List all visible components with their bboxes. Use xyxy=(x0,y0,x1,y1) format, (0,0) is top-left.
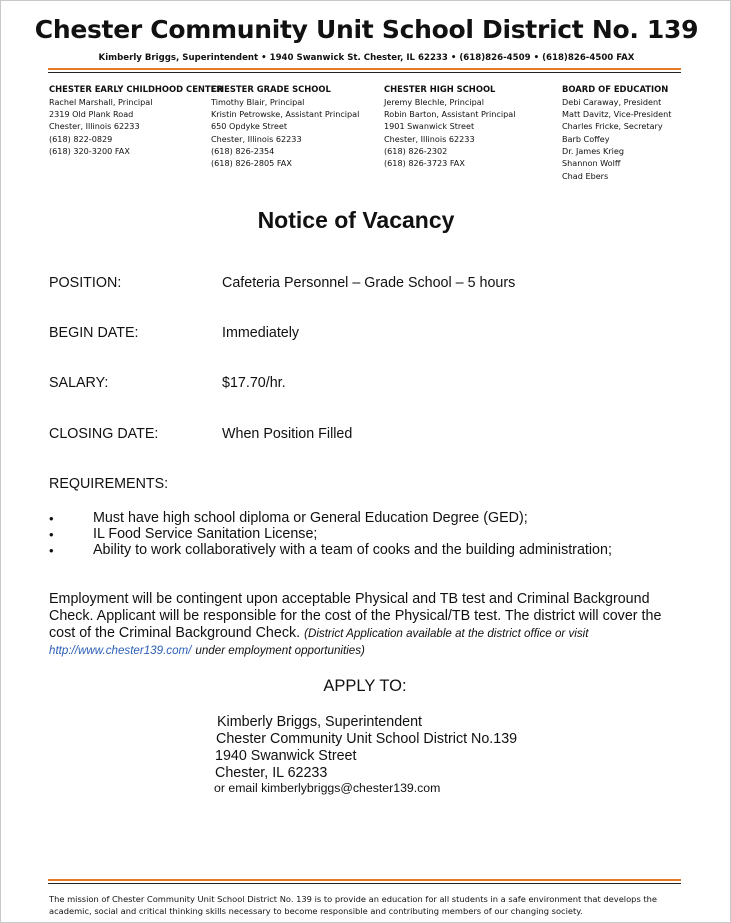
board-member: Chad Ebers xyxy=(562,170,609,181)
school-line: Kristin Petrowske, Assistant Principal xyxy=(211,109,360,120)
board-member: Charles Fricke, Secretary xyxy=(562,121,663,132)
closing-date-label: CLOSING DATE: xyxy=(49,426,159,442)
apply-contact-name: Kimberly Briggs, Superintendent xyxy=(217,714,423,730)
school-line: (618) 826-2302 xyxy=(384,145,448,156)
employment-paragraph xyxy=(49,591,689,659)
school-line: (618) 826-2805 FAX xyxy=(211,158,292,169)
school-line: (618) 826-3723 FAX xyxy=(384,158,465,169)
requirements-label: REQUIREMENTS: xyxy=(49,476,169,492)
board-heading: BOARD OF EDUCATION xyxy=(562,84,669,94)
bullet-icon: • xyxy=(49,527,54,542)
notice-title: Notice of Vacancy xyxy=(257,207,455,233)
board-member: Shannon Wolff xyxy=(562,158,621,169)
apply-email: or email kimberlybriggs@chester139.com xyxy=(214,781,441,795)
school-line: Timothy Blair, Principal xyxy=(211,96,305,107)
application-note: (District Application available at the district office or visit xyxy=(304,627,589,640)
school-name: CHESTER EARLY CHILDHOOD CENTER xyxy=(49,84,223,94)
school-line: Chester, Illinois 62233 xyxy=(49,121,140,132)
bullet-icon: • xyxy=(49,511,54,526)
header-orange-rule xyxy=(48,68,681,70)
apply-street: 1940 Swanwick Street xyxy=(215,748,357,764)
requirement-item: Must have high school diploma or General Education Degree (GED); xyxy=(93,510,528,526)
requirement-item: Ability to work collaboratively with a team of cooks and the building administration; xyxy=(93,542,612,558)
school-column-high-school xyxy=(384,83,515,170)
school-line: Jeremy Blechle, Principal xyxy=(384,96,484,107)
footer-black-rule xyxy=(48,883,681,884)
school-line: Chester, Illinois 62233 xyxy=(211,133,302,144)
school-line: Rachel Marshall, Principal xyxy=(49,96,153,107)
header-black-rule xyxy=(48,72,681,73)
school-line: Chester, Illinois 62233 xyxy=(384,133,475,144)
apply-district-name: Chester Community Unit School District No.139 xyxy=(216,731,518,747)
salary-label: SALARY: xyxy=(49,375,109,391)
bullet-icon: • xyxy=(49,543,54,558)
school-name: CHESTER GRADE SCHOOL xyxy=(211,84,331,94)
school-line: 650 Opdyke Street xyxy=(211,121,288,132)
school-line: Robin Barton, Assistant Principal xyxy=(384,109,516,120)
district-website-link[interactable]: http://www.chester139.com/ xyxy=(49,644,192,657)
school-column-early-childhood xyxy=(49,83,223,157)
school-line: (618) 320-3200 FAX xyxy=(49,145,130,156)
board-member: Debi Caraway, President xyxy=(562,96,662,107)
requirement-item: IL Food Service Sanitation License; xyxy=(93,526,318,542)
school-line: 2319 Old Plank Road xyxy=(49,109,134,120)
school-line: (618) 822-0829 xyxy=(49,133,113,144)
board-of-education-column xyxy=(562,83,671,182)
apply-to-heading: APPLY TO: xyxy=(323,677,407,695)
mission-statement: The mission of Chester Community Unit School District No. 139 is to provide an education for all students in a safe environment that develops the academic, social and critical thinking skills necessary to become responsible and contributing members of our changing society. xyxy=(49,894,658,916)
position-value: Cafeteria Personnel – Grade School – 5 hours xyxy=(222,275,516,291)
school-column-grade-school xyxy=(211,83,359,170)
employment-conditions: Employment will be contingent upon acceptable Physical and TB test and Criminal Background Check. Applicant will be responsible for the cost of the Physical/TB test. The district will cover the cost of the Criminal Background Check. xyxy=(49,591,662,641)
apply-city: Chester, IL 62233 xyxy=(215,765,328,781)
board-member: Barb Coffey xyxy=(562,133,610,144)
district-contact-line: Kimberly Briggs, Superintendent • 1940 Swanwick St. Chester, IL 62233 • (618)826-4509 • (618)826-4500 FAX xyxy=(98,53,635,63)
begin-date-label: BEGIN DATE: xyxy=(49,325,139,341)
salary-value: $17.70/hr. xyxy=(222,375,286,391)
position-label: POSITION: xyxy=(49,275,122,291)
board-member: Dr. James Krieg xyxy=(562,145,624,156)
closing-date-value: When Position Filled xyxy=(222,426,353,442)
school-line: (618) 826-2354 xyxy=(211,145,275,156)
application-note-suffix: under employment opportunities) xyxy=(195,644,365,657)
school-name: CHESTER HIGH SCHOOL xyxy=(384,84,496,94)
footer-orange-rule xyxy=(48,879,681,881)
board-member: Matt Davitz, Vice-President xyxy=(562,109,672,120)
begin-date-value: Immediately xyxy=(222,325,300,341)
school-line: 1901 Swanwick Street xyxy=(384,121,475,132)
district-title: Chester Community Unit School District No. 139 xyxy=(34,15,699,44)
